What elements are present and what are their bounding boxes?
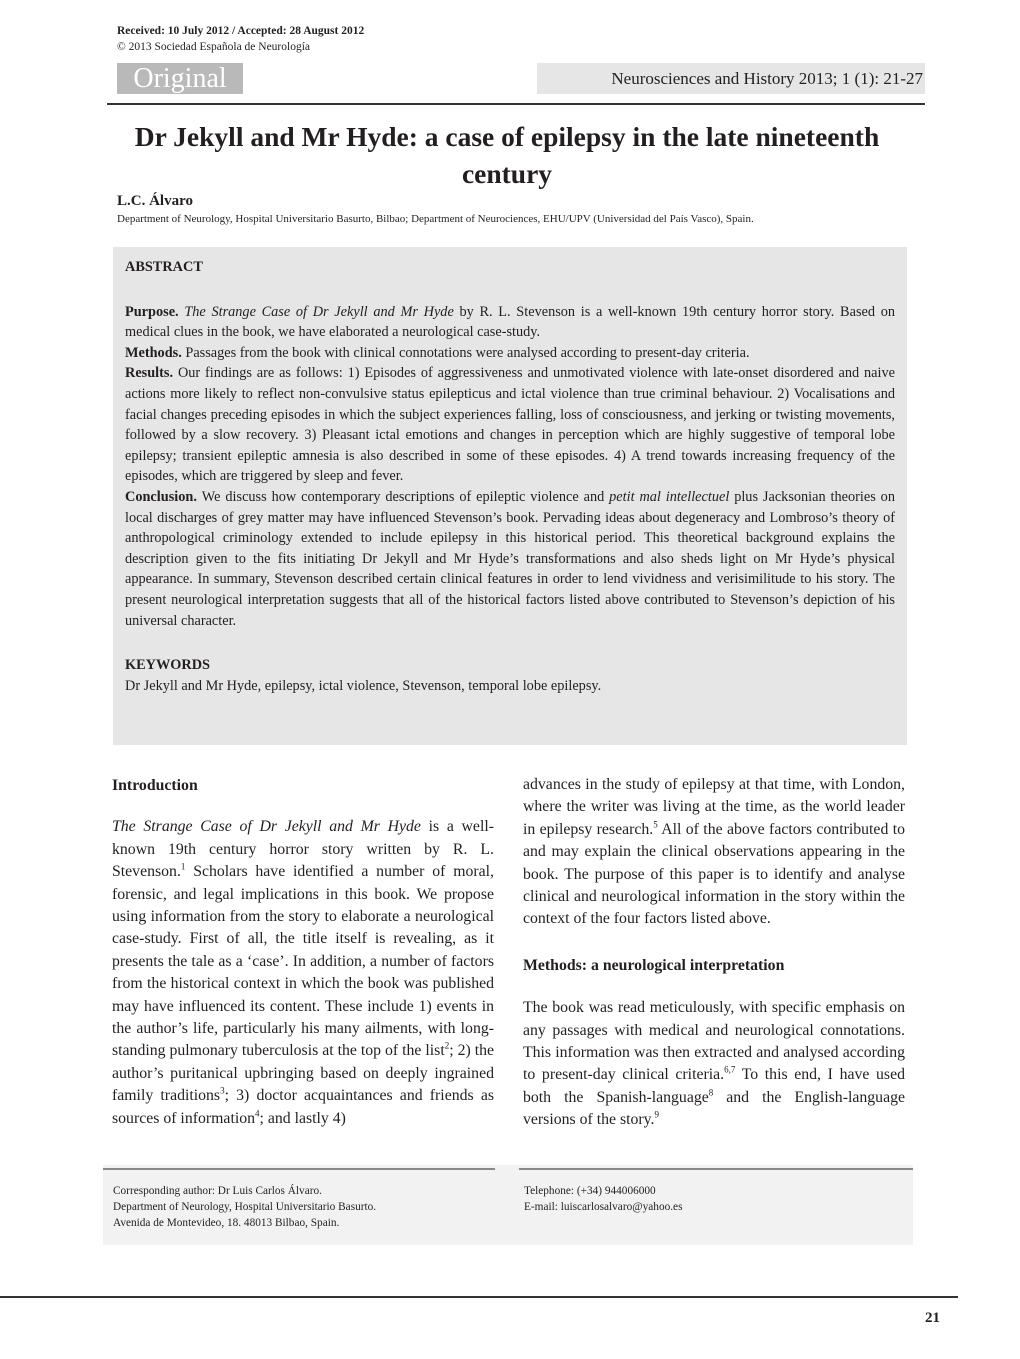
intro-continued-paragraph (523, 774, 905, 931)
intro-paragraph (112, 816, 494, 1130)
abstract-results (125, 363, 895, 487)
citation-superscript: 9 (654, 1110, 659, 1121)
journal-citation: Neurosciences and History 2013; 1 (1): 21-27 (537, 63, 925, 94)
text-segment: We discuss how contemporary descriptions of epileptic violence and (201, 488, 610, 505)
footnote-rule-left (103, 1168, 495, 1170)
keywords-list: Dr Jekyll and Mr Hyde, epilepsy, ictal violence, Stevenson, temporal lobe epilepsy. (125, 677, 602, 694)
citation-superscript: 1 (180, 861, 186, 872)
citation-superscript: 3 (220, 1086, 225, 1097)
text-segment: and the English-language versions of the story. (523, 1088, 905, 1129)
text-segment: The book was read meticulously, with specific emphasis on any passages with medical and neurological connotations. This information was then extracted and analysed according to present-day clinical criteria. (523, 999, 905, 1084)
abstract-heading: ABSTRACT (125, 259, 203, 275)
footnote-rule-right (519, 1168, 913, 1170)
copyright-notice: © 2013 Sociedad Española de Neurología (117, 41, 311, 53)
text-segment: Results. (125, 365, 178, 382)
text-segment: The Strange Case of Dr Jekyll and Mr Hyde (112, 818, 421, 836)
text-segment: The Strange Case of Dr Jekyll and Mr Hyde (184, 303, 454, 320)
text-segment: Conclusion. (125, 488, 202, 505)
author-name: L.C. Álvaro (117, 193, 193, 209)
author-department: Department of Neurology, Hospital Universitario Basurto. (113, 1201, 377, 1213)
methods-paragraph (523, 997, 905, 1131)
author-address: Avenida de Montevideo, 18. 48013 Bilbao, Spain. (113, 1217, 340, 1229)
methods-heading: Methods: a neurological interpretation (523, 956, 785, 974)
text-segment: To this end, I have used both the Spanish-language (523, 1066, 905, 1106)
citation-superscript: 2 (444, 1041, 450, 1052)
intro-heading: Introduction (112, 777, 198, 794)
corresponding-author-box (103, 1165, 913, 1245)
page-number: 21 (925, 1310, 940, 1326)
text-segment: advances in the study of epilepsy at that time, with London, where the writer was living at the time, as the world leader in epilepsy research. (523, 776, 905, 838)
text-segment: ; 3) doctor acquaintances and friends as sources of information (112, 1087, 494, 1127)
corresponding-author: Corresponding author: Dr Luis Carlos Álvaro. (113, 1185, 322, 1197)
text-segment: ; and lastly 4) (259, 1109, 346, 1127)
text-segment: All of the above factors contributed to and may explain the clinical observations appearing in the book. The purpose of this paper is to identify and analyse clinical and neurological information in the story within the context of the four factors listed above. (523, 820, 905, 928)
author-telephone: Telephone: (+34) 944006000 (524, 1185, 656, 1197)
abstract-box (113, 247, 907, 745)
right-column (523, 774, 905, 1132)
author-email[interactable]: E-mail: luiscarlosalvaro@yahoo.es (524, 1201, 683, 1213)
text-segment: Passages from the book with clinical connotations were analysed according to present-day criteria. (185, 344, 750, 361)
text-segment: by R. L. Stevenson is a well-known 19th century horror story. Based on medical clues in the book, we have elaborated a neurological case-study. (125, 303, 895, 341)
text-segment: plus Jacksonian theories on local discharges of grey matter may have influenced Stevenson’s book. Pervading ideas about degeneracy and Lombroso’s theory of anthropological criminology extended to include epilepsy in this historical period. This theoretical background explains the description given to the fits initiating Dr Jekyll and Mr Hyde’s transformations and also sheds light on Mr Hyde’s physical appearance. In summary, Stevenson described certain clinical features in order to lend vividness and verisimilitude to his story. The present neurological interpretation suggests that all of the historical factors listed above contributed to Stevenson’s depiction of his universal character. (125, 488, 895, 629)
text-segment: ; 2) the author’s puritanical upbringing based on deeply ingrained family traditions (112, 1042, 495, 1105)
text-segment: Purpose. (125, 303, 185, 320)
abstract-methods (125, 343, 895, 364)
author-affiliation: Department of Neurology, Hospital Universitario Basurto, Bilbao; Department of Neurociences, EHU/UPV (Universidad del País Vasco), Spain. (117, 213, 754, 225)
citation-superscript: 6,7 (724, 1065, 736, 1076)
received-accepted-dates: Received: 10 July 2012 / Accepted: 28 August 2012 (117, 25, 365, 37)
left-column (112, 775, 494, 1130)
text-segment: petit mal intellectuel (609, 488, 730, 505)
keywords-heading: KEYWORDS (125, 657, 210, 674)
article-title: Dr Jekyll and Mr Hyde: a case of epilepsy in the late nineteenth century (134, 121, 880, 189)
citation-superscript: 5 (653, 819, 658, 830)
text-segment: Our findings are as follows: 1) Episodes of aggressiveness and unmotivated violence with late-onset disordered and naive actions more likely to reflect non-convulsive status epilepticus and ictal violence than true criminal behaviour. 2) Vocalisations and facial changes preceding episodes in which the subject experiences falling, loss of consciousness, and jerking or twisting movements, followed by a slow recovery. 3) Pleasant ictal emotions and changes in perception which are highly suggestive of temporal lobe epilepsy; transient epileptic amnesia is also described in some of these episodes. 4) A trend towards increasing frequency of the episodes, which are triggered by sleep and fever. (125, 365, 895, 485)
abstract-purpose (125, 302, 895, 343)
section-label: Original (117, 63, 243, 94)
header-divider (107, 103, 925, 105)
text-segment: is a well-known 19th century horror story written by R. L. Stevenson. (112, 818, 494, 881)
footer-divider (0, 1296, 958, 1298)
citation-superscript: 8 (708, 1087, 714, 1098)
abstract-conclusion (125, 487, 895, 631)
text-segment: Methods. (125, 344, 186, 361)
citation-superscript: 4 (255, 1108, 260, 1119)
text-segment: Scholars have identified a number of moral, forensic, and legal implications in this book. We propose using information from the story to elaborate a neurological case-study. First of all, the title itself is revealing, as it presents the tale as a ‘case’. In addition, a number of factors from the historical context in which the book was published may have influenced its content. These include 1) events in the author’s life, particularly his many ailments, with long-standing pulmonary tuberculosis at the top of the list (112, 863, 494, 1060)
